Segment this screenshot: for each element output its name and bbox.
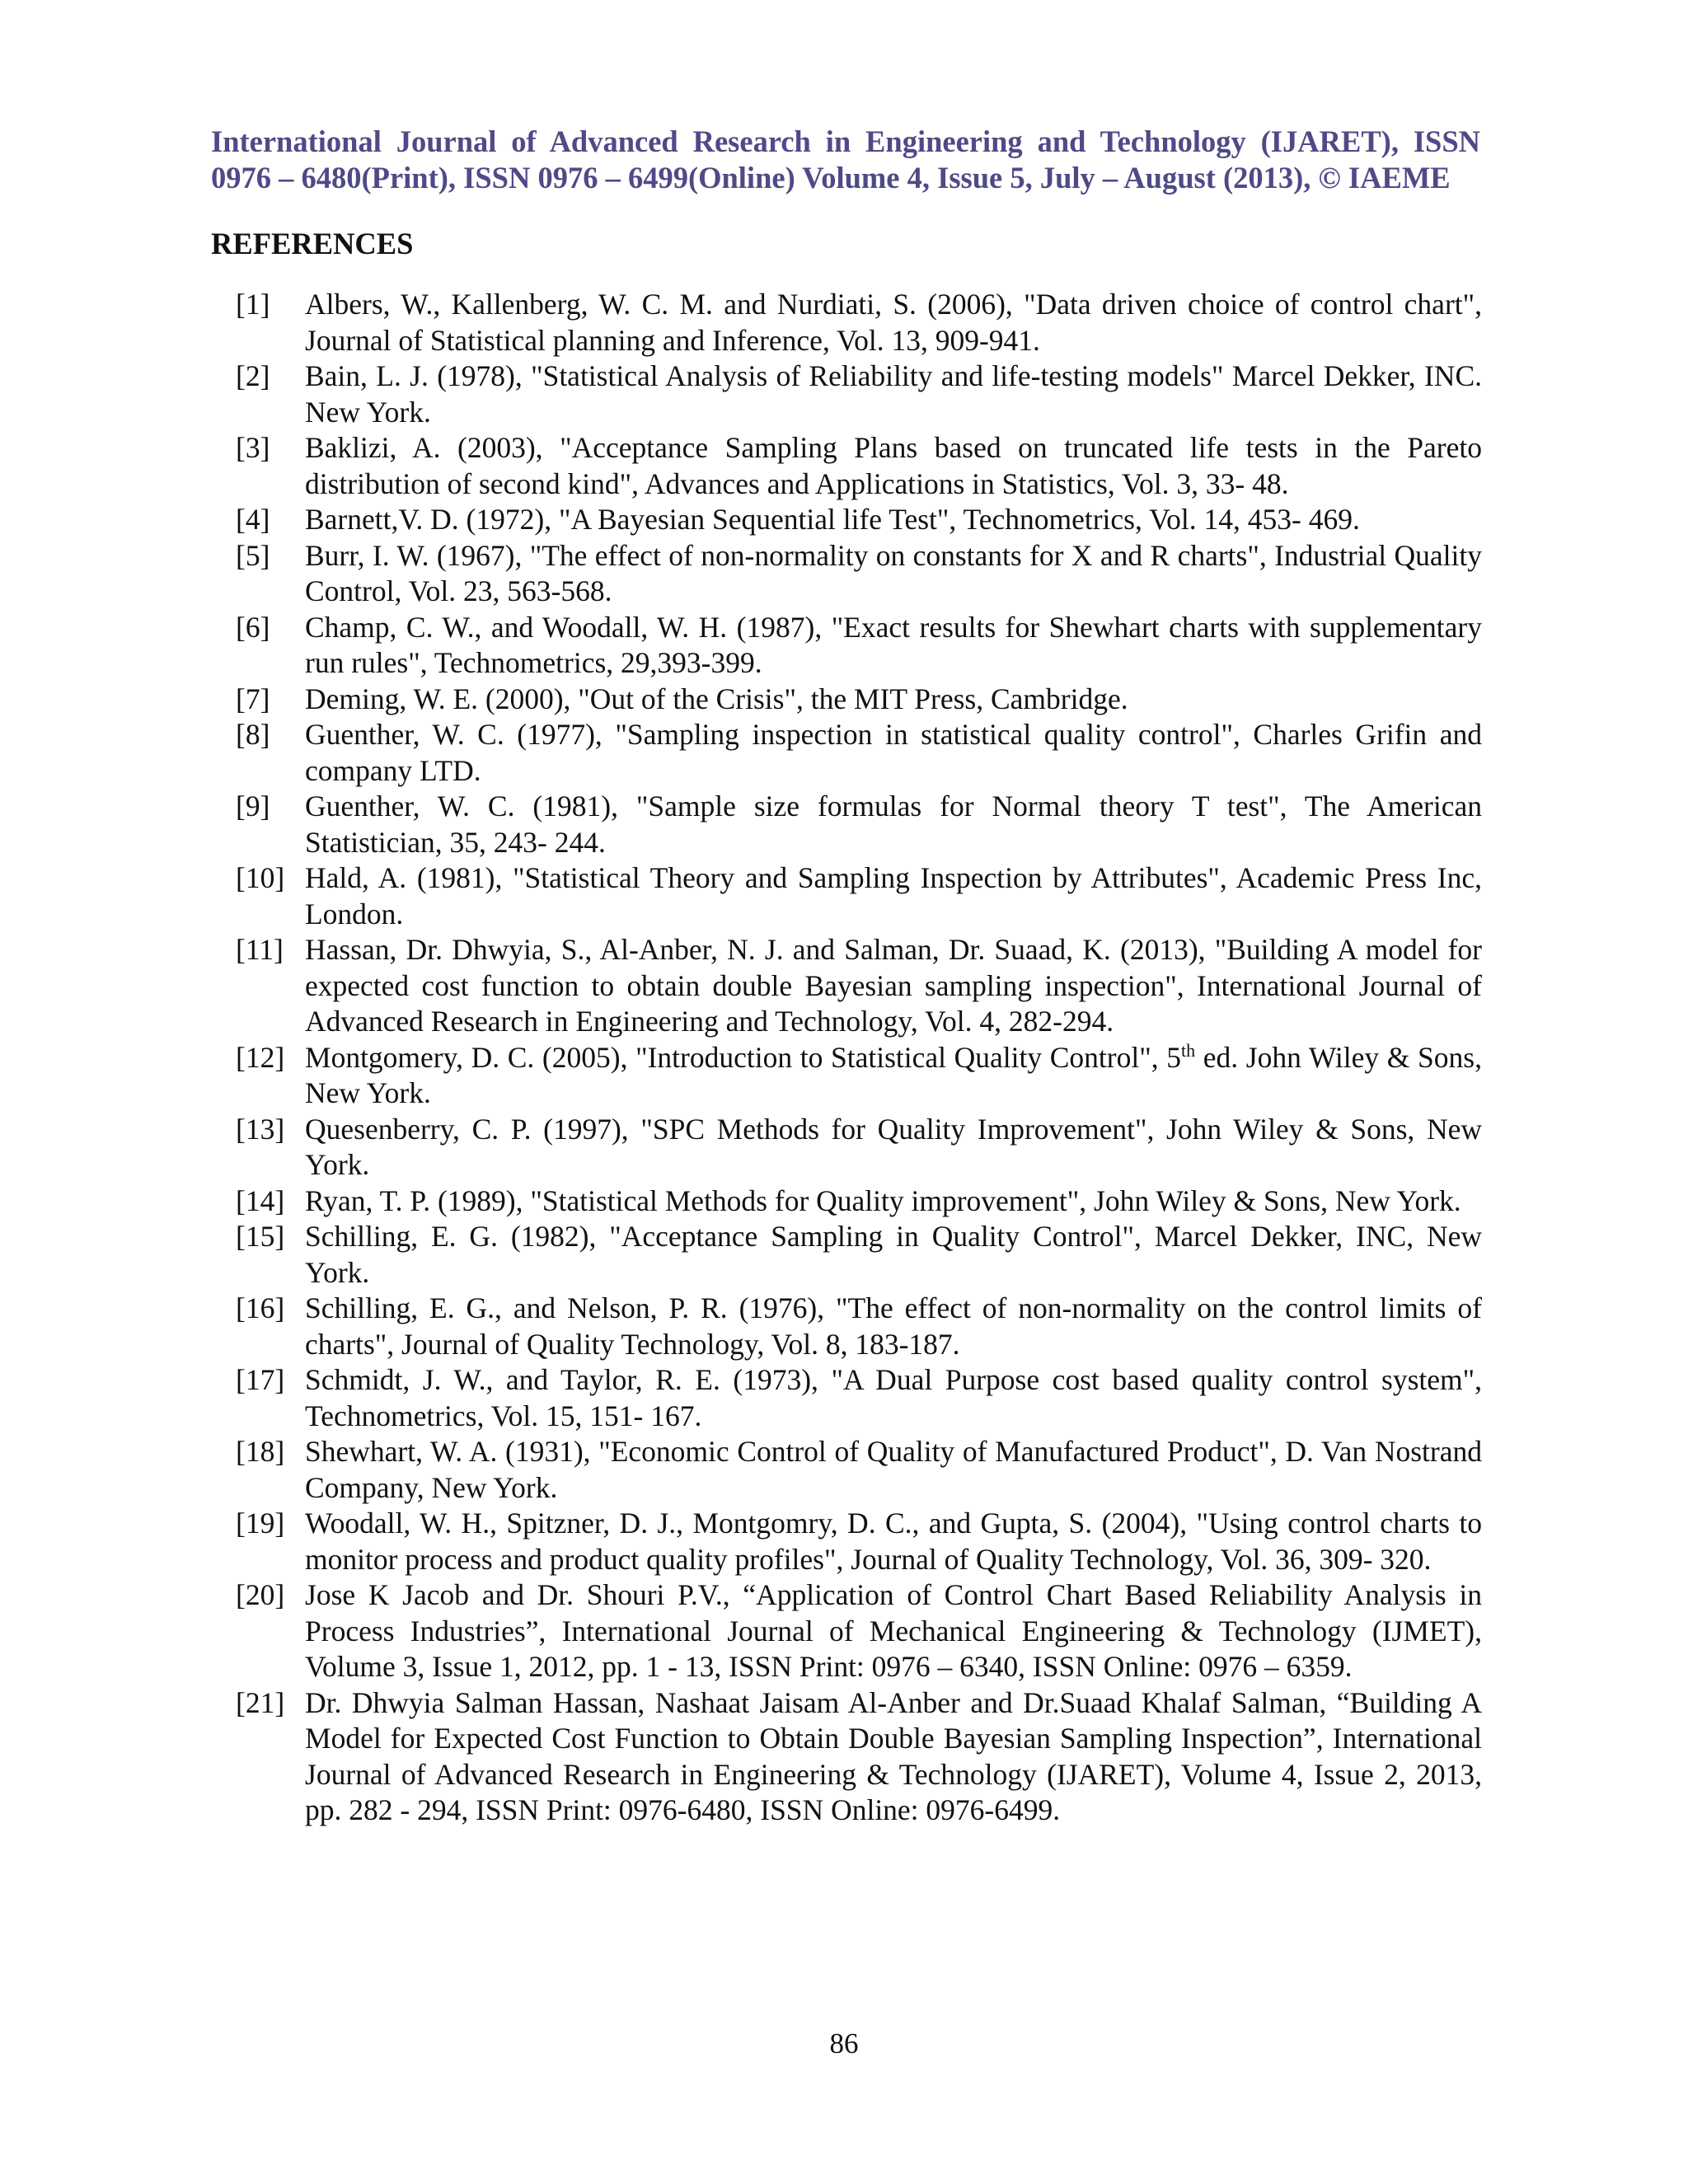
reference-item (236, 1685, 1482, 1829)
reference-number: [15] (236, 1220, 285, 1253)
reference-number: [14] (236, 1183, 285, 1217)
reference-number: [1] (236, 288, 270, 321)
reference-item (236, 682, 1482, 718)
reference-text: Hald, A. (1981), "Statistical Theory and Sampling Inspection by Attributes", Academic Press Inc, London. (305, 861, 1482, 930)
reference-text: Schmidt, J. W., and Taylor, R. E. (1973), "A Dual Purpose cost based quality control system", Technometrics, Vol. 15, 151- 167. (305, 1363, 1482, 1432)
reference-item (236, 1506, 1482, 1577)
reference-number: [3] (236, 431, 270, 464)
reference-number: [11] (236, 933, 284, 966)
references-heading: REFERENCES (211, 227, 414, 260)
reference-text: Woodall, W. H., Spitzner, D. J., Montgomry, D. C., and Gupta, S. (2004), "Using control charts to monitor process and product quality profiles", Journal of Quality Technology, Vol. 36, 309- 320. (305, 1507, 1482, 1576)
reference-number: [17] (236, 1363, 285, 1396)
reference-text: Ryan, T. P. (1989), "Statistical Methods for Quality improvement", John Wiley & Sons, New York. (305, 1183, 1461, 1217)
reference-item (236, 1362, 1482, 1434)
reference-item (236, 1040, 1482, 1112)
reference-number: [5] (236, 538, 270, 572)
journal-header-line-2: 0976 – 6480(Print), ISSN 0976 – 6499(Online) Volume 4, Issue 5, July – August (2013), © IAEME (211, 161, 1451, 194)
reference-item (236, 538, 1482, 610)
reference-number: [9] (236, 790, 270, 823)
reference-number: [18] (236, 1435, 285, 1468)
reference-text: Shewhart, W. A. (1931), "Economic Control of Quality of Manufactured Product", D. Van Nostrand Company, New York. (305, 1435, 1482, 1504)
reference-item (236, 502, 1482, 538)
reference-text: Champ, C. W., and Woodall, W. H. (1987), "Exact results for Shewhart charts with supplementary run rules", Technometrics, 29,393-399. (305, 610, 1482, 679)
reference-text: Quesenberry, C. P. (1997), "SPC Methods for Quality Improvement", John Wiley & Sons, New York. (305, 1112, 1482, 1181)
reference-number: [21] (236, 1685, 285, 1719)
reference-text: Jose K Jacob and Dr. Shouri P.V., “Application of Control Chart Based Reliability Analysis in Process Industries”, International Journal of Mechanical Engineering & Technology (IJMET), Volume 3, Issue 1, 2012, pp. 1 - 13, ISSN Print: 0976 – 6340, ISSN Online: 0976 – 6359. (305, 1578, 1482, 1683)
reference-number: [4] (236, 503, 270, 536)
reference-item (236, 932, 1482, 1040)
reference-item (236, 1112, 1482, 1183)
reference-text: Schilling, E. G., and Nelson, P. R. (1976), "The effect of non-normality on the control limits of charts", Journal of Quality Technology, Vol. 8, 183-187. (305, 1291, 1482, 1361)
reference-text-part: ed. John Wiley & Sons, New York. (305, 1040, 1482, 1109)
reference-number: [13] (236, 1112, 285, 1146)
reference-item (236, 789, 1482, 860)
reference-item (236, 1183, 1482, 1220)
reference-text-part: Montgomery, D. C. (2005), "Introduction to Statistical Quality Control", 5 (305, 1040, 1181, 1074)
reference-text (305, 1040, 1482, 1112)
reference-item (236, 359, 1482, 430)
reference-number: [12] (236, 1040, 285, 1074)
reference-number: [20] (236, 1578, 285, 1611)
reference-item (236, 430, 1482, 502)
reference-number: [7] (236, 682, 270, 715)
superscript-ordinal: th (1180, 1039, 1196, 1061)
reference-number: [10] (236, 861, 285, 894)
reference-number: [6] (236, 610, 270, 644)
reference-item (236, 1434, 1482, 1506)
reference-text: Hassan, Dr. Dhwyia, S., Al-Anber, N. J. and Salman, Dr. Suaad, K. (2013), "Building A model for expected cost function to obtain double Bayesian sampling inspection", International Journal of Advanced Research in Engineering and Technology, Vol. 4, 282-294. (305, 933, 1482, 1038)
reference-list (236, 287, 1482, 1829)
reference-text: Bain, L. J. (1978), "Statistical Analysis of Reliability and life-testing models" Marcel Dekker, INC. New York. (305, 359, 1482, 429)
reference-text: Schilling, E. G. (1982), "Acceptance Sampling in Quality Control", Marcel Dekker, INC, New York. (305, 1220, 1482, 1289)
reference-text: Burr, I. W. (1967), "The effect of non-normality on constants for X and R charts", Industrial Quality Control, Vol. 23, 563-568. (305, 538, 1482, 607)
reference-text: Guenther, W. C. (1981), "Sample size formulas for Normal theory T test", The American Statistician, 35, 243- 244. (305, 790, 1482, 859)
reference-item (236, 1219, 1482, 1291)
reference-text: Deming, W. E. (2000), "Out of the Crisis", the MIT Press, Cambridge. (305, 682, 1128, 715)
reference-item (236, 287, 1482, 359)
reference-item (236, 717, 1482, 789)
reference-text: Barnett,V. D. (1972), "A Bayesian Sequential life Test", Technometrics, Vol. 14, 453- 469. (305, 503, 1360, 536)
reference-item (236, 1291, 1482, 1362)
reference-item (236, 610, 1482, 682)
reference-number: [16] (236, 1291, 285, 1324)
journal-header-line-1: International Journal of Advanced Research in Engineering and Technology (IJARET), ISSN (211, 124, 1480, 158)
reference-item (236, 1577, 1482, 1685)
journal-header (211, 124, 1480, 196)
reference-text: Baklizi, A. (2003), "Acceptance Sampling Plans based on truncated life tests in the Pareto distribution of second kind", Advances and Applications in Statistics, Vol. 3, 33- 48. (305, 431, 1482, 500)
reference-number: [8] (236, 718, 270, 751)
reference-text: Albers, W., Kallenberg, W. C. M. and Nurdiati, S. (2006), "Data driven choice of control chart", Journal of Statistical planning and Inference, Vol. 13, 909-941. (305, 288, 1482, 357)
reference-number: [19] (236, 1507, 285, 1540)
reference-text: Dr. Dhwyia Salman Hassan, Nashaat Jaisam Al-Anber and Dr.Suaad Khalaf Salman, “Building A Model for Expected Cost Function to Obtain Double Bayesian Sampling Inspection”, International Journal of Advanced Research in Engineering & Technology (IJARET), Volume 4, Issue 2, 2013, pp. 282 - 294, ISSN Print: 0976-6480, ISSN Online: 0976-6499. (305, 1685, 1482, 1826)
page-number: 86 (829, 2027, 859, 2060)
reference-item (236, 860, 1482, 932)
reference-number: [2] (236, 359, 270, 392)
reference-text: Guenther, W. C. (1977), "Sampling inspection in statistical quality control", Charles Grifin and company LTD. (305, 718, 1482, 787)
